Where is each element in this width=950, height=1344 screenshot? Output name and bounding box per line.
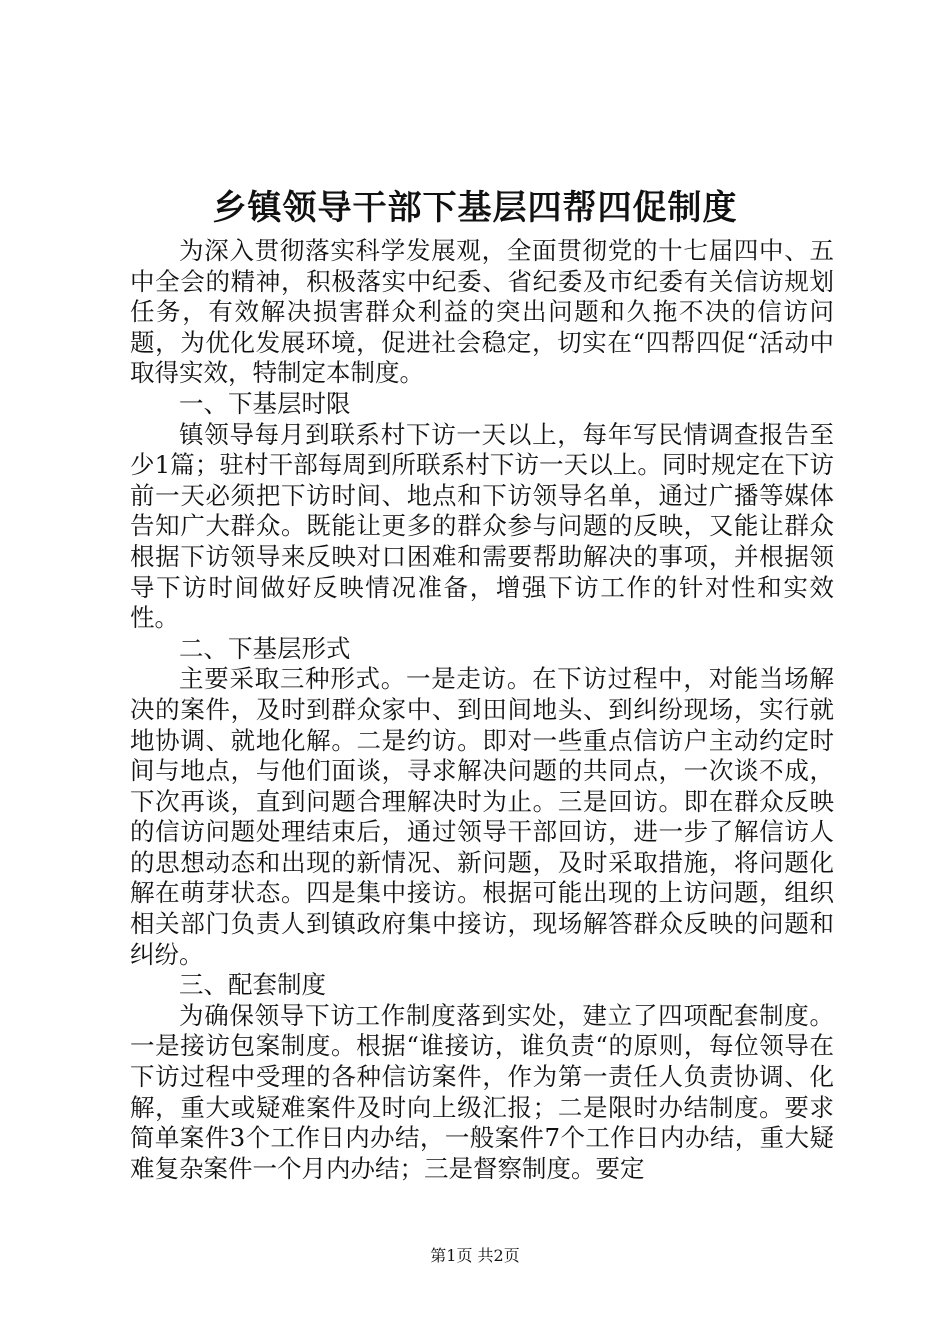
paragraph-section-2: 主要采取三种形式。一是走访。在下访过程中，对能当场解决的案件，及时到群众家中、到田间地头、到纠纷现场，实行就地协调、就地化解。二是约访。即对一些重点信访户主动约定时间与地点，与他们面谈，寻求解决问题的共同点，一次谈不成，下次再谈，直到问题合理解决时为止。三是回访。即在群众反映的信访问题处理结束后，通过领导干部回访，进一步了解信访人的思想动态和出现的新情况、新问题，及时采取措施，将问题化解在萌芽状态。四是集中接访。根据可能出现的上访问题，组织相关部门负责人到镇政府集中接访，现场解答群众反映的问题和纠纷。: [130, 664, 834, 969]
document-body: [130, 236, 834, 1184]
page-number-footer: 第1页 共2页: [430, 1246, 520, 1265]
paragraph-intro: 为深入贯彻落实科学发展观，全面贯彻党的十七届四中、五中全会的精神，积极落实中纪委、省纪委及市纪委有关信访规划任务，有效解决损害群众利益的突出问题和久拖不决的信访问题，为优化发展环境，促进社会稳定，切实在“四帮四促“活动中取得实效，特制定本制度。: [130, 236, 834, 388]
section-heading-3: 三、配套制度: [179, 970, 326, 1000]
section-heading-2: 二、下基层形式: [179, 633, 351, 663]
document-title: 乡镇领导干部下基层四帮四促制度: [212, 188, 738, 228]
paragraph-section-1: 镇领导每月到联系村下访一天以上，每年写民情调查报告至少1篇；驻村干部每周到所联系村下访一天以上。同时规定在下访前一天必须把下访时间、地点和下访领导名单，通过广播等媒体告知广大群众。既能让更多的群众参与问题的反映，又能让群众根据下访领导来反映对口困难和需要帮助解决的事项，并根据领导下访时间做好反映情况准备，增强下访工作的针对性和实效性。: [130, 419, 834, 633]
paragraph-section-3: 为确保领导下访工作制度落到实处，建立了四项配套制度。一是接访包案制度。根据“谁接访，谁负责“的原则，每位领导在下访过程中受理的各种信访案件，作为第一责任人负责协调、化解，重大或疑难案件及时向上级汇报；二是限时办结制度。要求简单案件3个工作日内办结，一般案件7个工作日内办结，重大疑难复杂案件一个月内办结；三是督察制度。要定: [130, 1000, 834, 1183]
section-heading-1: 一、下基层时限: [179, 388, 351, 418]
